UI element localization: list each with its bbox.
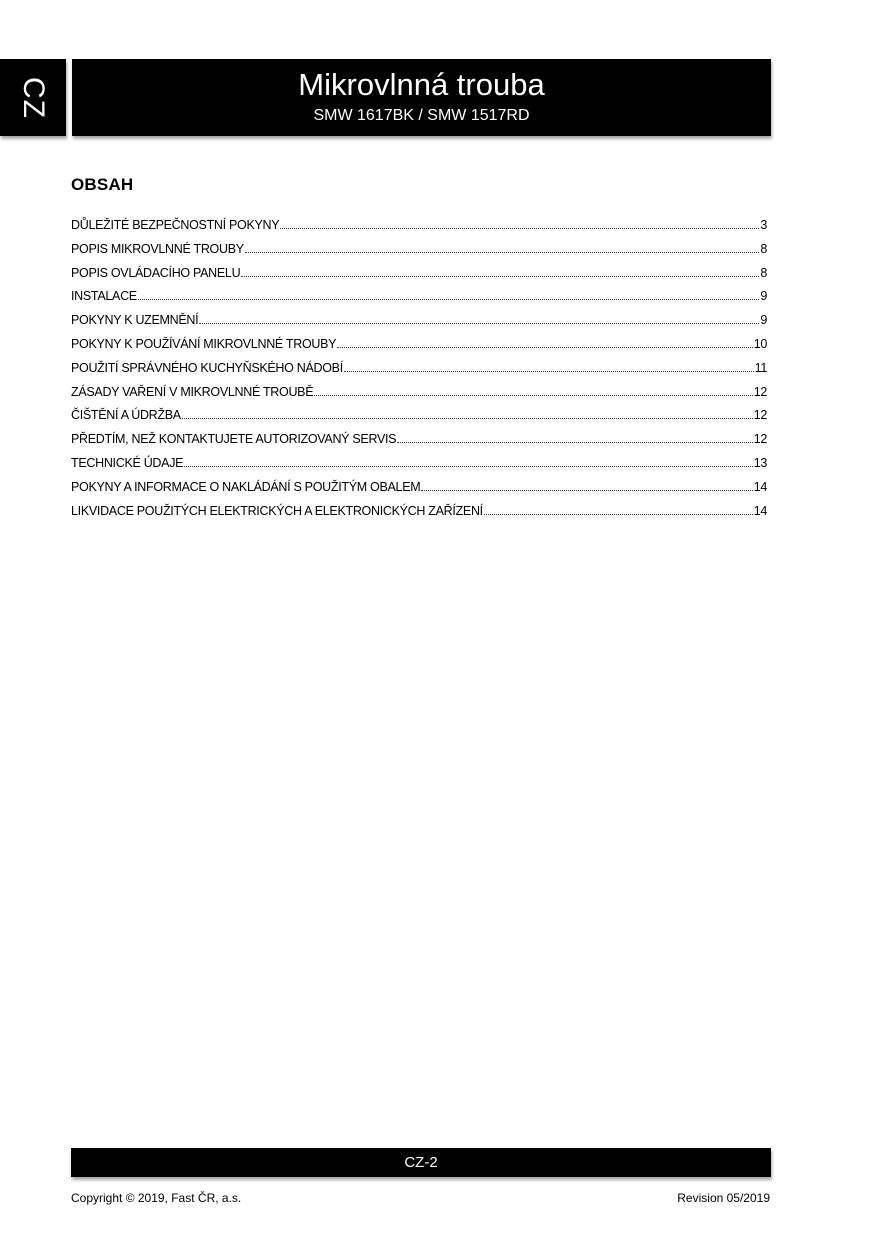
toc-leader-dots — [314, 395, 752, 396]
toc-entry-page: 12 — [753, 432, 767, 447]
toc-entry-title: POPIS OVLÁDACÍHO PANELU — [71, 265, 241, 280]
toc-entry-page: 14 — [753, 479, 767, 494]
toc-entry-page: 13 — [753, 455, 767, 470]
table-of-contents — [71, 218, 767, 527]
toc-entry[interactable] — [71, 242, 767, 266]
language-tab-label: CZ — [17, 76, 50, 119]
model-subtitle: SMW 1617BK / SMW 1517RD — [313, 107, 530, 124]
toc-leader-dots — [245, 252, 760, 253]
toc-entry-page: 12 — [753, 384, 767, 399]
toc-entry-title: DŮLEŽITÉ BEZPEČNOSTNÍ POKYNY — [71, 218, 280, 232]
toc-entry-page: 9 — [760, 313, 767, 328]
toc-entry-title: INSTALACE — [71, 289, 137, 304]
copyright-notice: Copyright © 2019, Fast ČR, a.s. — [71, 1191, 242, 1205]
toc-entry-title: POPIS MIKROVLNNÉ TROUBY — [71, 241, 244, 256]
toc-leader-dots — [337, 347, 752, 348]
toc-entry[interactable] — [71, 266, 767, 290]
toc-entry-title: PŘEDTÍM, NEŽ KONTAKTUJETE AUTORIZOVANÝ SERVIS — [71, 432, 397, 447]
toc-entry-title: LIKVIDACE POUŽITÝCH ELEKTRICKÝCH A ELEKTRONICKÝCH ZAŘÍZENÍ — [71, 503, 483, 518]
toc-leader-dots — [199, 323, 759, 324]
toc-entry-page: 11 — [754, 360, 767, 375]
toc-leader-dots — [241, 276, 759, 277]
toc-entry-page: 12 — [753, 408, 767, 423]
toc-leader-dots — [138, 299, 760, 300]
toc-entry[interactable] — [71, 385, 767, 409]
toc-leader-dots — [280, 228, 759, 229]
toc-entry[interactable] — [71, 361, 767, 385]
toc-entry-page: 9 — [760, 289, 767, 304]
toc-entry-page: 14 — [753, 503, 767, 518]
toc-entry[interactable] — [71, 313, 767, 337]
toc-entry-title: ZÁSADY VAŘENÍ V MIKROVLNNÉ TROUBĚ — [71, 384, 314, 399]
footer-page-bar — [71, 1148, 771, 1177]
toc-entry-page: 3 — [760, 218, 767, 232]
document-title: Mikrovlnná trouba — [298, 67, 545, 102]
toc-entry[interactable] — [71, 218, 767, 242]
toc-heading: OBSAH — [71, 175, 134, 194]
toc-leader-dots — [421, 490, 752, 491]
toc-entry[interactable] — [71, 504, 767, 528]
toc-leader-dots — [397, 442, 752, 443]
toc-entry-title: ČIŠTĚNÍ A ÚDRŽBA — [71, 408, 181, 423]
toc-entry[interactable] — [71, 337, 767, 361]
toc-entry[interactable] — [71, 480, 767, 504]
toc-entry[interactable] — [71, 432, 767, 456]
toc-entry-title: TECHNICKÉ ÚDAJE — [71, 455, 184, 470]
revision-label: Revision 05/2019 — [677, 1191, 770, 1205]
toc-entry-page: 10 — [753, 336, 767, 351]
header-bar — [72, 59, 771, 136]
toc-entry[interactable] — [71, 408, 767, 432]
toc-entry-page: 8 — [760, 265, 767, 280]
toc-leader-dots — [484, 514, 753, 515]
toc-entry-title: POKYNY A INFORMACE O NAKLÁDÁNÍ S POUŽITÝM OBALEM — [71, 479, 421, 494]
toc-entry-title: POUŽITÍ SPRÁVNÉHO KUCHYŇSKÉHO NÁDOBÍ — [71, 360, 343, 375]
page-number: CZ-2 — [404, 1154, 438, 1171]
toc-entry-title: POKYNY K UZEMNĚNÍ — [71, 313, 199, 328]
toc-entry-page: 8 — [760, 241, 767, 256]
toc-leader-dots — [182, 418, 753, 419]
toc-entry[interactable] — [71, 289, 767, 313]
language-tab — [0, 59, 66, 136]
toc-entry[interactable] — [71, 456, 767, 480]
toc-leader-dots — [184, 466, 753, 467]
toc-entry-title: POKYNY K POUŽÍVÁNÍ MIKROVLNNÉ TROUBY — [71, 336, 337, 351]
toc-leader-dots — [344, 371, 754, 372]
